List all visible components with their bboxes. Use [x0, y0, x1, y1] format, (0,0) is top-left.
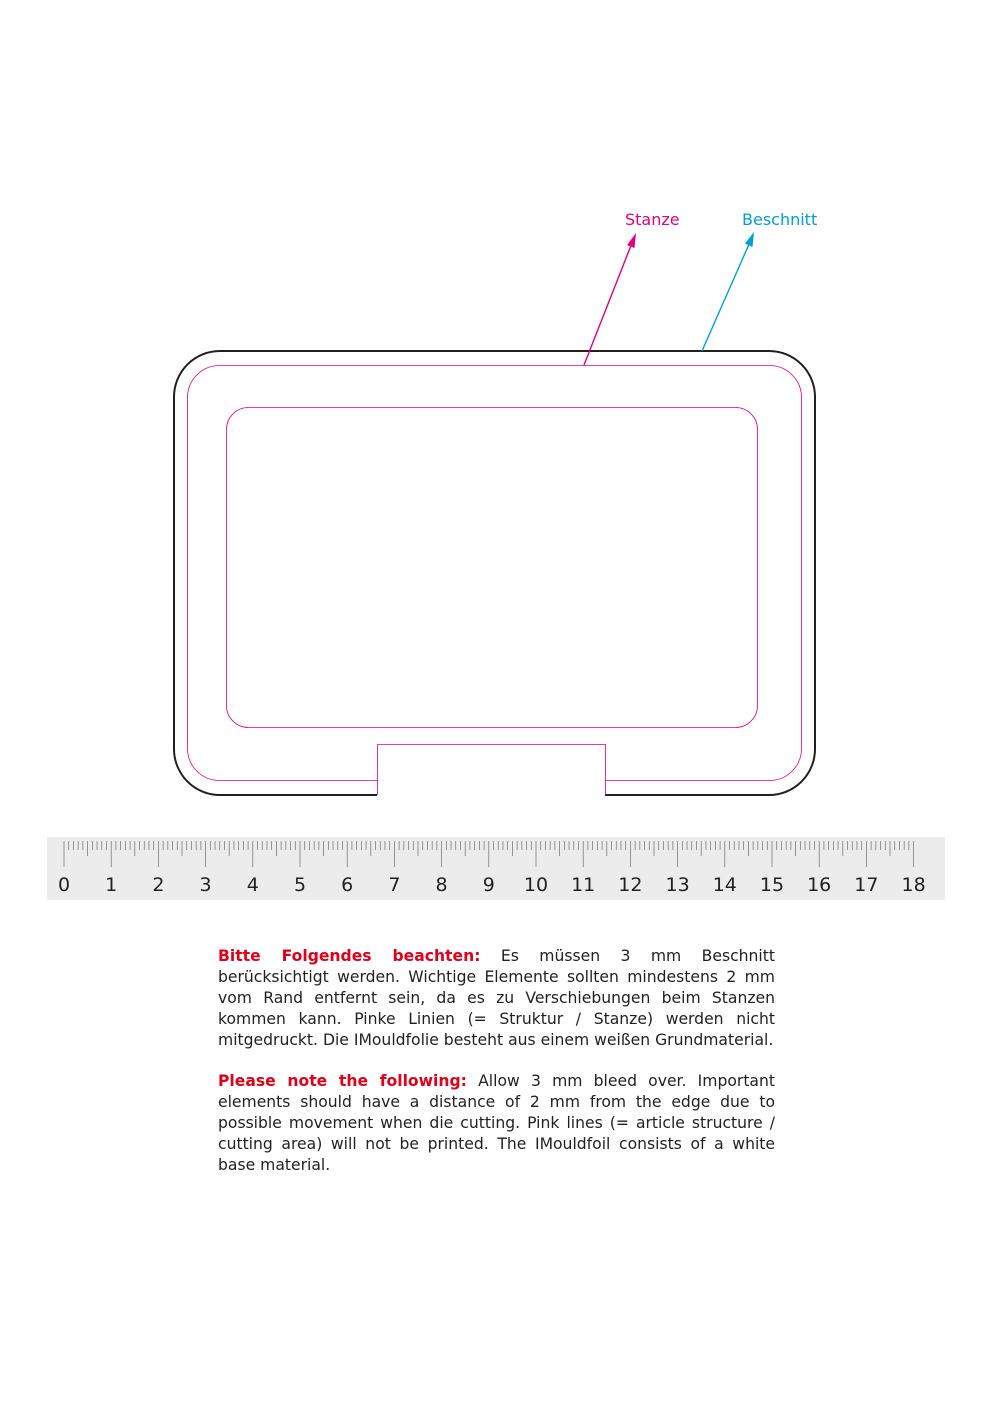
ruler-number: 0: [57, 874, 71, 896]
ruler: [47, 837, 945, 900]
die-cut-line: [188, 366, 802, 781]
note-german-body: Es müssen 3 mm Beschnitt berücksichtigt werden. Wichtige Elemente sollten mindestens 2 mm vom Rand entfernt sein, da es zu Verschiebungen beim Stanzen kommen kann. Pinke Linien (= Struktur / Stanze) werden nicht mitgedruckt. Die IMouldfolie besteht aus einem weißen Grundmaterial.: [218, 947, 775, 1049]
stanze-label: Stanze: [625, 210, 680, 229]
inner-structure: [227, 408, 758, 728]
ruler-number: 1: [105, 874, 118, 896]
ruler-number: 15: [759, 874, 785, 896]
ruler-number: 9: [482, 874, 495, 896]
ruler-number: 18: [901, 874, 926, 896]
stanze-arrow: [584, 233, 636, 365]
note-english-lead: Please note the following:: [218, 1072, 467, 1090]
ruler-number: 5: [293, 874, 307, 896]
ruler-number: 3: [199, 874, 212, 896]
ruler-number: 6: [341, 874, 354, 896]
bottom-tab-mask: [377, 744, 605, 796]
ruler-number: 16: [807, 874, 832, 896]
ruler-number: 13: [665, 874, 690, 896]
ruler-number: 8: [435, 874, 448, 896]
ruler-number: 2: [152, 874, 165, 896]
ruler-number: 11: [571, 874, 596, 896]
ruler-number: 14: [712, 874, 737, 896]
note-german: [218, 946, 775, 1051]
ruler-number: 17: [854, 874, 879, 896]
note-english: [218, 1071, 775, 1176]
ruler-number: 12: [618, 874, 643, 896]
bleed-outline: [174, 351, 815, 795]
note-english-body: Allow 3 mm bleed over. Important elements should have a distance of 2 mm from the edge due to possible movement when die cutting. Pink lines (= article structure / cutting area) will not be printed. The IMouldfoil consists of a white base material.: [218, 1072, 775, 1174]
ruler-number: 4: [246, 874, 259, 896]
beschnitt-label: Beschnitt: [742, 210, 818, 229]
beschnitt-arrow: [702, 232, 754, 351]
ruler-number: 10: [523, 874, 549, 896]
note-german-lead: Bitte Folgendes beachten:: [218, 947, 481, 965]
ruler-number: 7: [388, 874, 401, 896]
